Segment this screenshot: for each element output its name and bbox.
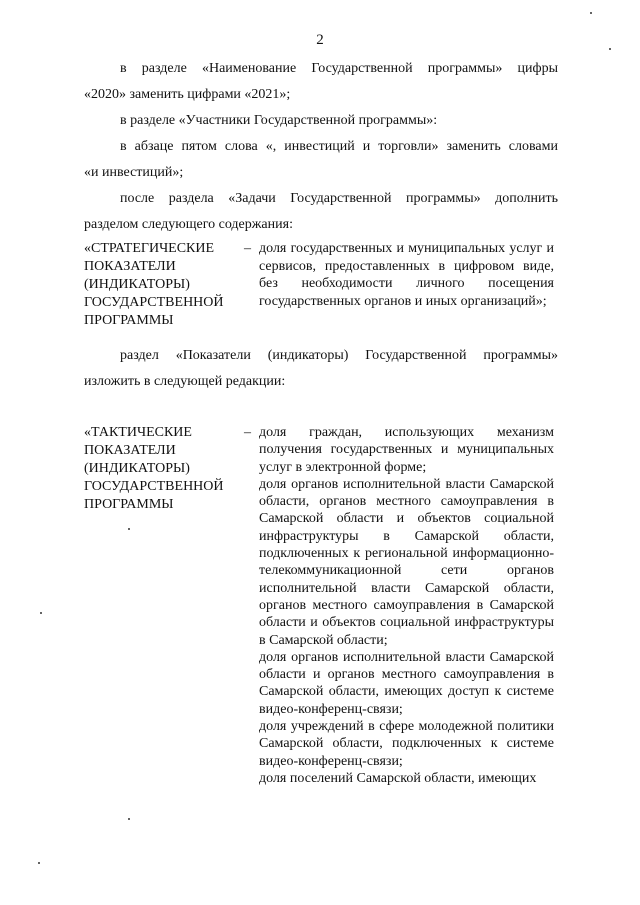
indicator-item: доля органов исполнительной власти Самарской области, органов местного самоуправления в Самарской области и объектов социальной инфраструктуры в Самарской области, подключенных к региональной информационно-телекоммуникационной сети органов исполнительной власти Самарской области, органов местного самоуправления в Самарской области и объектов социальной инфраструктуры в Самарской области; xyxy=(259,476,554,648)
section-label: «СТРАТЕГИЧЕСКИЕ ПОКАЗАТЕЛИ (ИНДИКАТОРЫ) ГОСУДАРСТВЕННОЙ ПРОГРАММЫ xyxy=(84,241,224,328)
scan-speck xyxy=(38,862,40,864)
indicator-list xyxy=(259,240,554,310)
paragraph-line: в разделе «Наименование Государственной программы» цифры xyxy=(120,61,558,76)
paragraph-line: разделом следующего содержания: xyxy=(84,217,293,232)
indicator-list xyxy=(259,424,554,787)
indicator-item: доля поселений Самарской области, имеющих xyxy=(259,770,537,786)
scan-speck xyxy=(40,612,42,614)
scan-speck xyxy=(128,528,130,530)
indicator-item: доля учреждений в сфере молодежной политики Самарской области, подключенных к системе видео-конференц-связи; xyxy=(259,719,554,769)
scan-speck xyxy=(609,48,611,50)
page-number: 2 xyxy=(316,32,324,48)
paragraph-line: после раздела «Задачи Государственной программы» дополнить xyxy=(120,191,558,206)
dash: – xyxy=(244,425,251,440)
paragraph-line: «и инвестиций»; xyxy=(84,165,184,180)
paragraph-line: в абзаце пятом слова «, инвестиций и торговли» заменить словами xyxy=(120,139,558,154)
scan-speck xyxy=(590,12,592,14)
paragraph-line: раздел «Показатели (индикаторы) Государственной программы» xyxy=(120,348,558,363)
scan-speck xyxy=(128,818,130,820)
section-label: «ТАКТИЧЕСКИЕ ПОКАЗАТЕЛИ (ИНДИКАТОРЫ) ГОСУДАРСТВЕННОЙ ПРОГРАММЫ xyxy=(84,425,224,512)
paragraph-line: «2020» заменить цифрами «2021»; xyxy=(84,87,291,102)
indicator-item: доля органов исполнительной власти Самарской области и органов местного самоуправления в Самарской области, имеющих доступ к системе видео-конференц-связи; xyxy=(259,649,554,717)
dash: – xyxy=(244,241,251,256)
indicator-item: доля государственных и муниципальных услуг и сервисов, предоставленных в цифровом виде, без необходимости личного посещения государственных органов и иных организаций»; xyxy=(259,241,554,309)
paragraph-line: изложить в следующей редакции: xyxy=(84,374,286,389)
indicator-item: доля граждан, использующих механизм получения государственных и муниципальных услуг в электронной форме; xyxy=(259,425,554,475)
paragraph-line: в разделе «Участники Государственной программы»: xyxy=(120,113,438,128)
